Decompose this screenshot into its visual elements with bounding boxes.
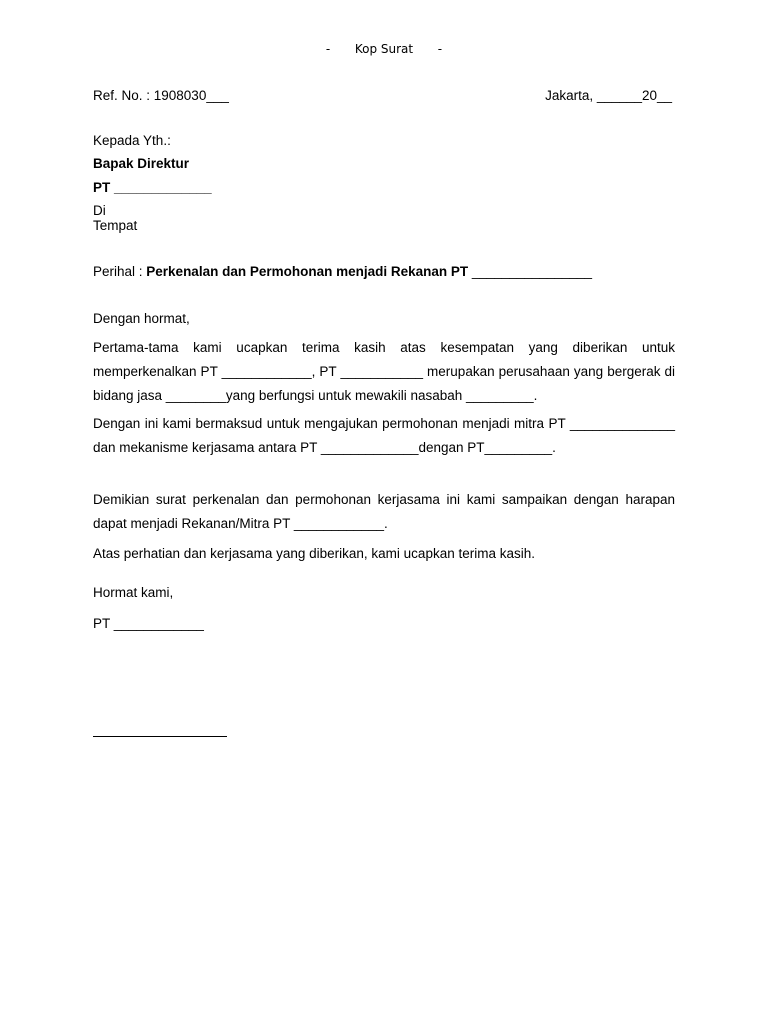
subject-text: Perkenalan dan Permohonan menjadi Rekanan PT [146,264,469,279]
letterhead-text: Kop Surat [354,42,414,56]
place-and-date: Jakarta, ______20__ [545,88,672,103]
signature-line [93,736,227,737]
recipient-company: PT _____________ [93,180,212,195]
recipient-name: Bapak Direktur [93,156,190,171]
recipient-salutation: Kepada Yth.: [93,133,171,148]
body-paragraph-1: Pertama-tama kami ucapkan terima kasih atas kesempatan yang diberikan untuk memperkenalkan PT ____________, PT ___________ merupakan perusahaan yang bergerak di bidang jasa ________yang berfungsi untuk mewakili nasabah _________. [93,340,675,403]
closing-salutation: Hormat kami, [93,585,174,600]
recipient-place: Tempat [93,218,138,233]
letterhead-left-dash: - [325,42,331,56]
reference-number: Ref. No. : 1908030___ [93,88,229,103]
recipient-di: Di [93,203,106,218]
letterhead-placeholder [0,42,768,56]
closing-company: PT ____________ [93,616,204,631]
body-paragraph-4: Atas perhatian dan kerjasama yang diberikan, kami ucapkan terima kasih. [93,546,535,561]
body-paragraph-2: Dengan ini kami bermaksud untuk mengajukan permohonan menjadi mitra PT ______________ dan mekanisme kerjasama antara PT _____________dengan PT_________. [93,416,675,455]
letterhead-right-dash: - [437,42,443,56]
subject-blank: ________________ [468,264,593,279]
subject-label: Perihal : [93,264,147,279]
body-paragraph-3: Demikian surat perkenalan dan permohonan kerjasama ini kami sampaikan dengan harapan dapat menjadi Rekanan/Mitra PT ____________. [93,492,675,531]
subject-line [93,264,592,279]
greeting: Dengan hormat, [93,311,190,326]
